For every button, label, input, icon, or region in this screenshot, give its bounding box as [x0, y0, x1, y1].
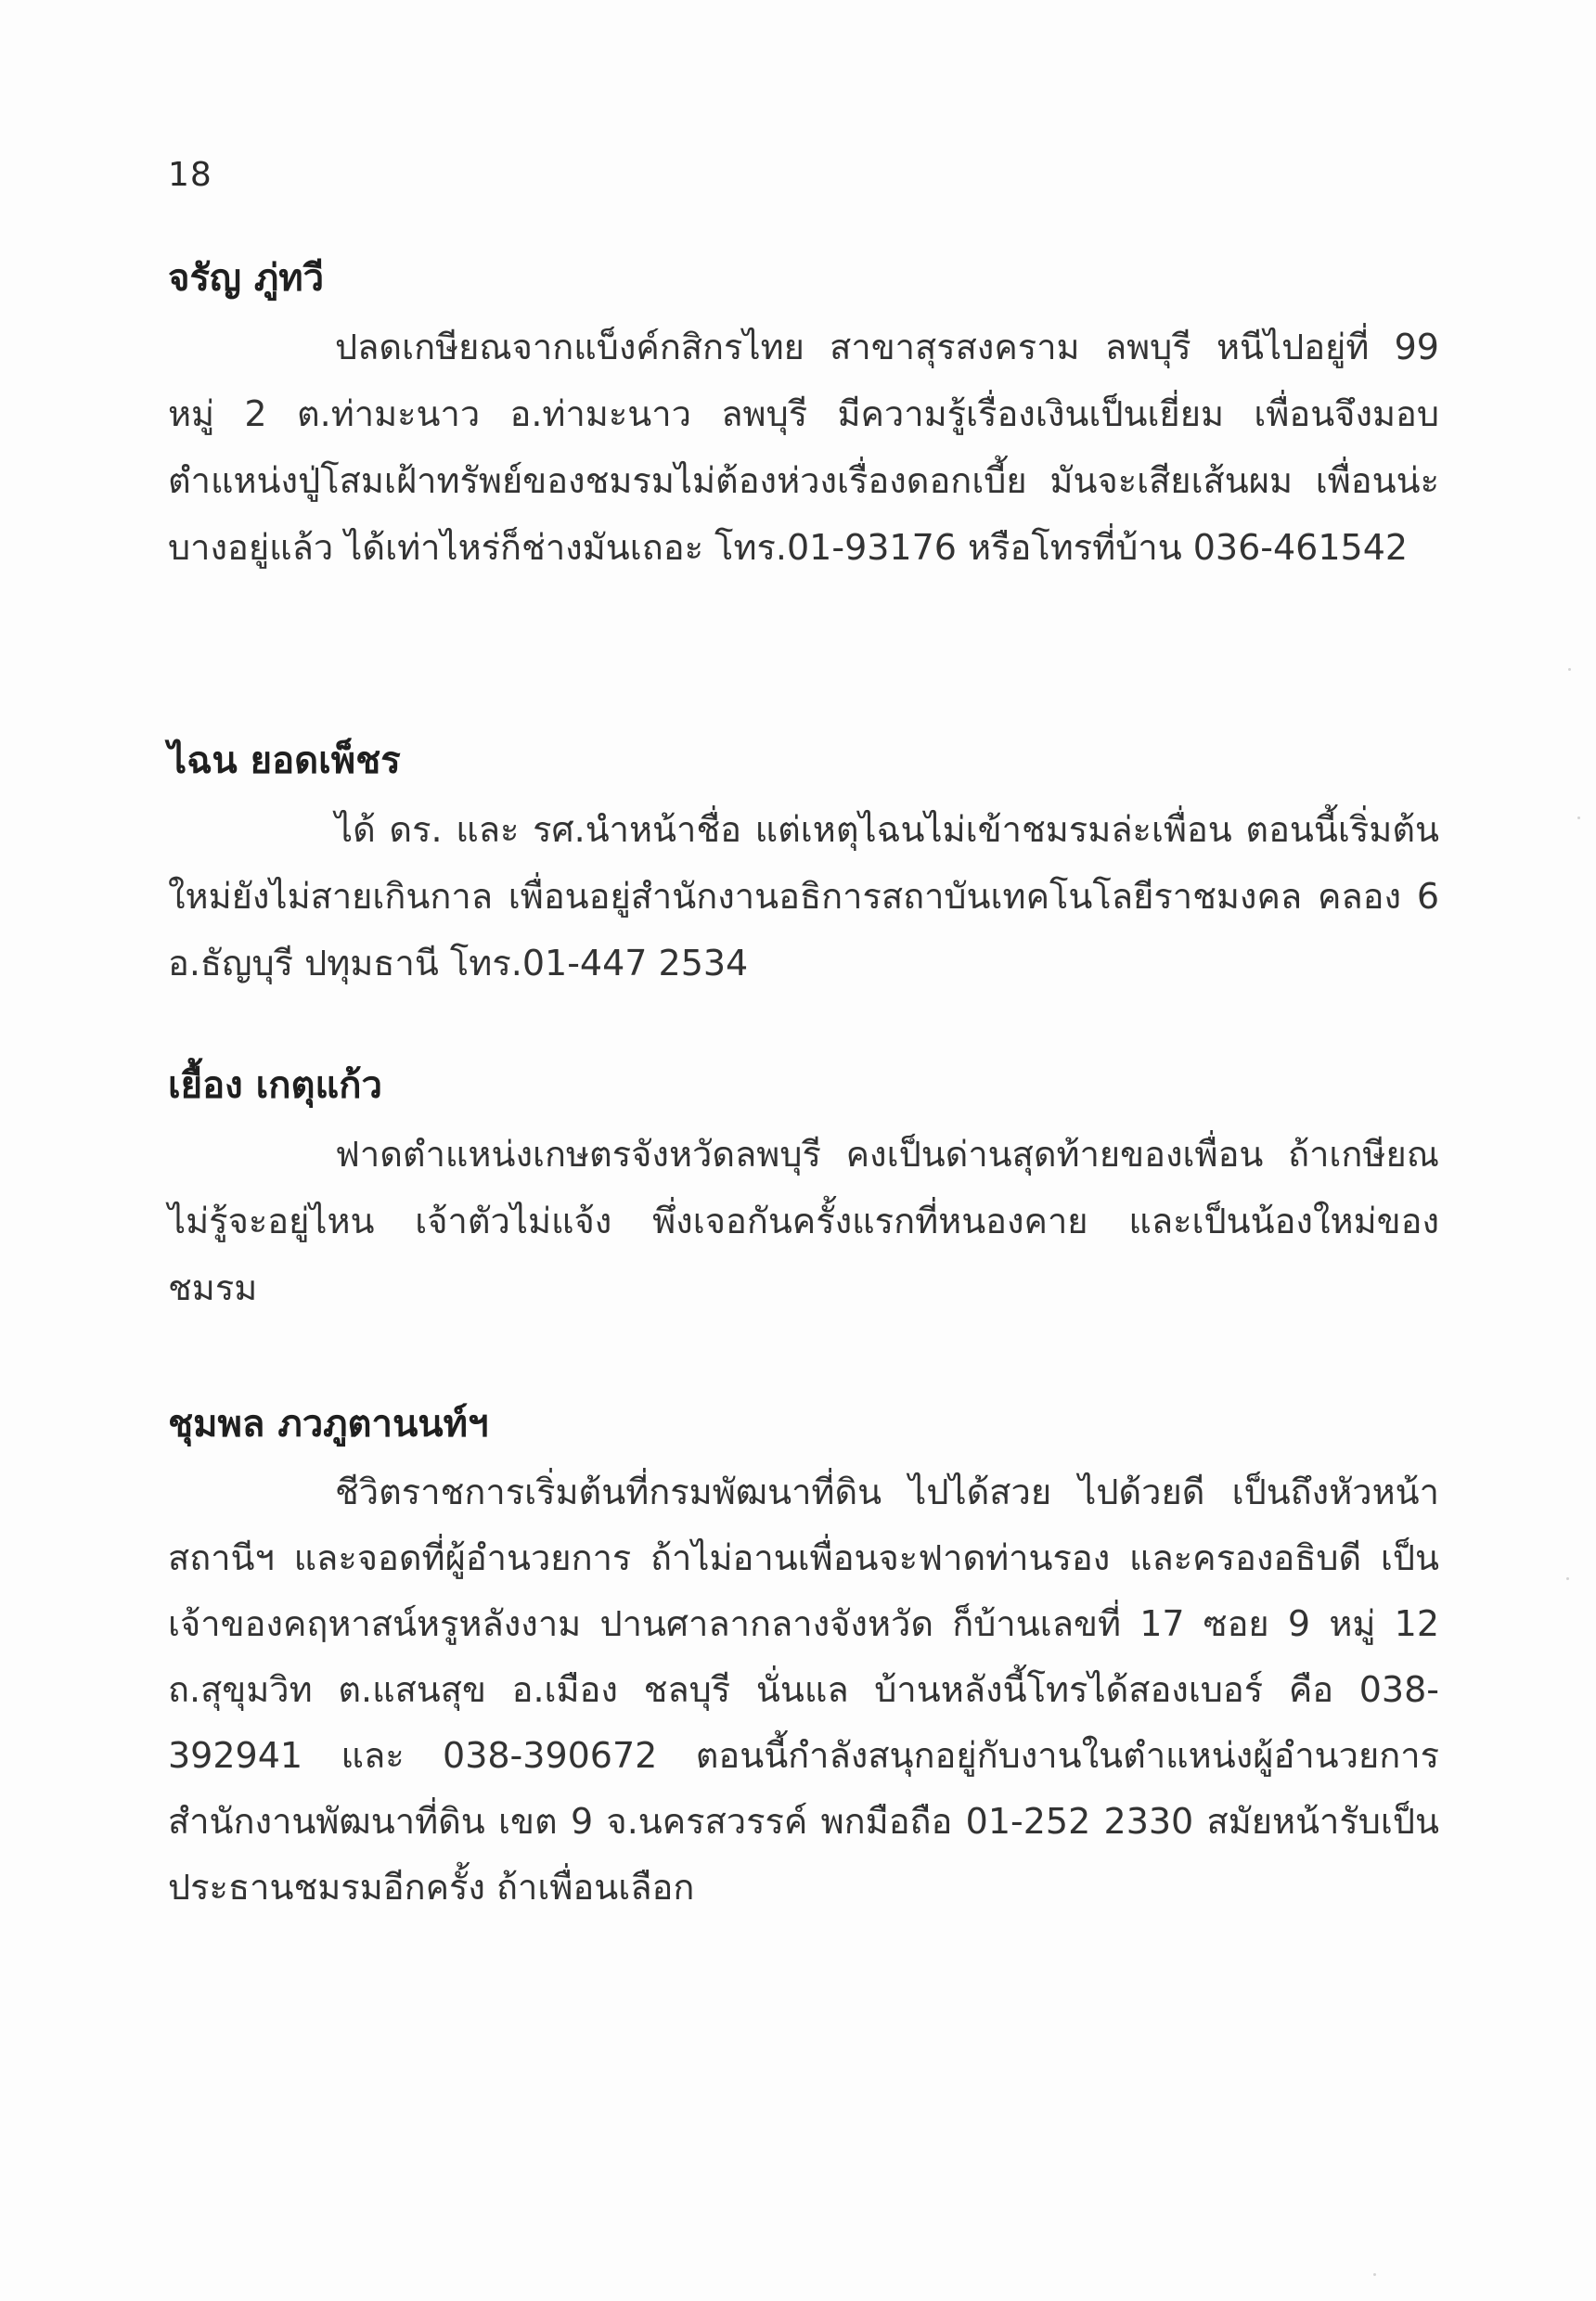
member-name: ชุมพล ภวภูตานนท์ฯ [168, 1403, 489, 1446]
member-description: ชีวิตราชการเริ่มต้นที่กรมพัฒนาที่ดิน ไปได้สวย ไปด้วยดี เป็นถึงหัวหน้าสถานีฯ และจอดที่ผู้อำนวยการ ถ้าไม่อานเพื่อนจะฟาดท่านรอง และครองอธิบดี เป็นเจ้าของคฤหาสน์หรูหลังงาม ปานศาลากลางจังหวัด ก็บ้านเลขที่ 17 ซอย 9 หมู่ 12 ถ.สุขุมวิท ต.แสนสุข อ.เมือง ชลบุรี นั่นแล บ้านหลังนี้โทรได้สองเบอร์ คือ 038-392941 และ 038-390672 ตอนนี้กำลังสนุกอยู่กับงานในตำแหน่งผู้อำนวยการสำนักงานพัฒนาที่ดิน เขต 9 จ.นครสวรรค์ พกมือถือ 01-252 2330 สมัยหน้ารับเป็นประธานชมรมอีกครั้ง ถ้าเพื่อนเลือก [168, 1472, 1439, 1908]
member-description: ฟาดตำแหน่งเกษตรจังหวัดลพบุรี คงเป็นด่านสุดท้ายของเพื่อน ถ้าเกษียณไม่รู้จะอยู่ไหน เจ้าตัวไม่แจ้ง พึ่งเจอกันครั้งแรกที่หนองคาย และเป็นน้องใหม่ของชมรม [168, 1134, 1439, 1308]
page-number: 18 [168, 156, 212, 194]
member-entry [168, 1058, 1439, 1321]
scan-speck [1566, 1577, 1569, 1580]
member-description: ปลดเกษียณจากแบ็งค์กสิกรไทย สาขาสุรสงคราม ลพบุรี หนีไปอยู่ที่ 99 หมู่ 2 ต.ท่ามะนาว อ.ท่ามะนาว ลพบุรี มีความรู้เรื่องเงินเป็นเยี่ยม เพื่อนจึงมอบตำแหน่งปู่โสมเฝ้าทรัพย์ของชมรมไม่ต้องห่วงเรื่องดอกเบี้ย มันจะเสียเส้นผม เพื่อนน่ะ บางอยู่แล้ว ได้เท่าไหร่ก็ช่างมันเถอะ โทร.01-93176 หรือโทรที่บ้าน 036-461542 [168, 327, 1439, 568]
member-name: เยื้อง เกตุแก้ว [168, 1064, 382, 1107]
scan-speck [1568, 668, 1571, 671]
scan-speck [1577, 816, 1580, 819]
scan-speck [1373, 2273, 1376, 2276]
member-name: จรัญ ภู่ทวี [168, 257, 325, 300]
member-entry [168, 1396, 1439, 1921]
member-name: ไฉน ยอดเพ็ชร [168, 739, 401, 782]
member-description: ได้ ดร. และ รศ.นำหน้าชื่อ แต่เหตุไฉนไม่เข้าชมรมล่ะเพื่อน ตอนนี้เริ่มต้นใหม่ยังไม่สายเกินกาล เพื่อนอยู่สำนักงานอธิการสถาบันเทคโนโลยีราชมงคล คลอง 6 อ.ธัญบุรี ปทุมธานี โทร.01-447 2534 [168, 809, 1439, 983]
member-entry [168, 733, 1439, 996]
member-entry [168, 251, 1439, 581]
